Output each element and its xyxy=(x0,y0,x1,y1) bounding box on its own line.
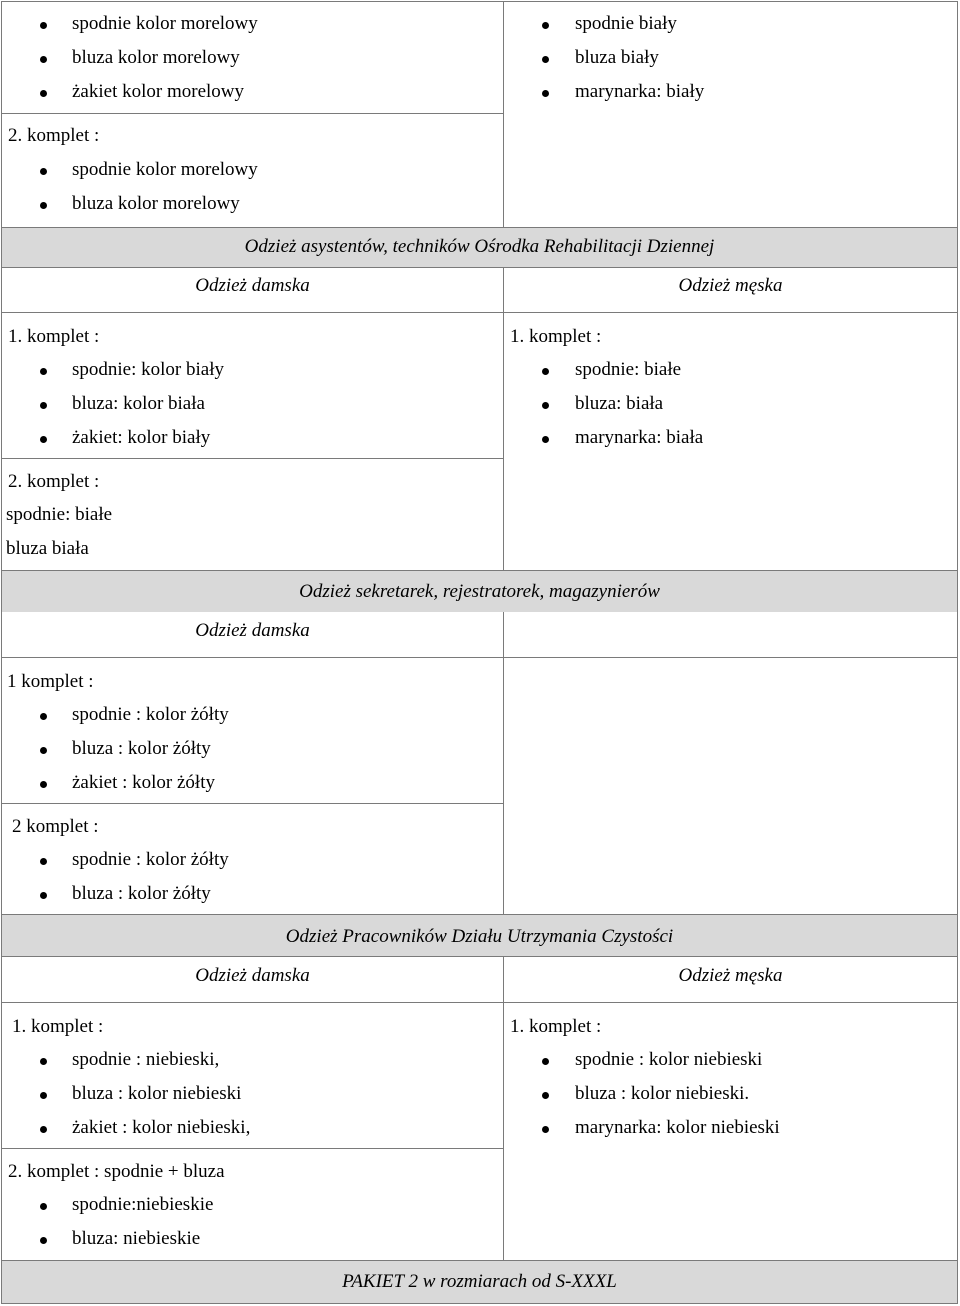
bullet-icon xyxy=(542,1126,549,1133)
bullet-icon xyxy=(40,747,47,754)
section-title: Odzież sekretarek, rejestratorek, magazynierów xyxy=(299,581,660,602)
bullet-icon xyxy=(40,713,47,720)
list-item: żakiet: kolor biały xyxy=(72,427,211,448)
bullet-icon xyxy=(40,781,47,788)
rule xyxy=(1,113,504,114)
divider xyxy=(503,956,504,1260)
bullet-icon xyxy=(40,1126,47,1133)
meska-label: Odzież męska xyxy=(678,275,783,296)
list-item: bluza kolor morelowy xyxy=(72,47,240,68)
list-item: spodnie : kolor żółty xyxy=(72,849,229,870)
bullet-icon xyxy=(40,858,47,865)
list-item: spodnie : kolor niebieski xyxy=(575,1049,763,1070)
bullet-icon xyxy=(40,1092,47,1099)
list-item: spodnie biały xyxy=(575,13,677,34)
rule xyxy=(1,803,504,804)
rule xyxy=(1,227,958,228)
list-item: spodnie : kolor żółty xyxy=(72,704,229,725)
list-item: bluza : kolor żółty xyxy=(72,738,211,759)
rule xyxy=(1,458,504,459)
bullet-icon xyxy=(40,892,47,899)
bullet-icon xyxy=(40,1203,47,1210)
bullet-icon xyxy=(542,22,549,29)
bullet-icon xyxy=(40,56,47,63)
footer-note: PAKIET 2 w rozmiarach od S-XXXL xyxy=(342,1271,617,1292)
rule xyxy=(1,914,958,915)
border-left xyxy=(1,1,2,1304)
bullet-icon xyxy=(542,56,549,63)
komplet-heading: 1. komplet : xyxy=(510,1016,602,1037)
bullet-icon xyxy=(542,368,549,375)
bullet-icon xyxy=(40,368,47,375)
section-title: Odzież asystentów, techników Ośrodka Rehabilitacji Dziennej xyxy=(244,236,715,257)
rule xyxy=(1,956,958,957)
rule xyxy=(1,267,958,268)
bullet-icon xyxy=(542,402,549,409)
plain-line: bluza biała xyxy=(6,538,89,559)
list-item: spodnie : niebieski, xyxy=(72,1049,220,1070)
list-item: bluza : kolor niebieski xyxy=(72,1083,242,1104)
list-item: bluza: niebieskie xyxy=(72,1228,201,1249)
bullet-icon xyxy=(542,90,549,97)
divider xyxy=(503,267,504,570)
list-item: marynarka: kolor niebieski xyxy=(575,1117,780,1138)
rule xyxy=(1,312,958,313)
list-item: żakiet kolor morelowy xyxy=(72,81,245,102)
list-item: spodnie kolor morelowy xyxy=(72,159,258,180)
komplet-heading: 1 komplet : xyxy=(7,671,94,692)
komplet-heading: 1. komplet : xyxy=(12,1016,104,1037)
rule xyxy=(1,657,958,658)
damska-label: Odzież damska xyxy=(195,620,310,641)
divider xyxy=(503,1,504,227)
list-item: bluza : kolor niebieski. xyxy=(575,1083,750,1104)
plain-line: spodnie: białe xyxy=(6,504,113,525)
komplet-heading: 1. komplet : xyxy=(8,326,100,347)
bullet-icon xyxy=(40,1058,47,1065)
komplet-heading: 2. komplet : xyxy=(8,471,100,492)
meska-label: Odzież męska xyxy=(678,965,783,986)
bullet-icon xyxy=(40,22,47,29)
list-item: bluza : kolor żółty xyxy=(72,883,211,904)
list-item: spodnie: kolor biały xyxy=(72,359,224,380)
list-item: żakiet : kolor żółty xyxy=(72,772,215,793)
komplet-heading: 2. komplet : spodnie + bluza xyxy=(8,1161,225,1182)
divider xyxy=(503,612,504,914)
border-bottom xyxy=(1,1303,958,1304)
rule xyxy=(1,1260,958,1261)
komplet-heading: 1. komplet : xyxy=(510,326,602,347)
border-right xyxy=(957,1,958,1304)
list-item: żakiet : kolor niebieski, xyxy=(72,1117,251,1138)
bullet-icon xyxy=(542,1058,549,1065)
list-item: marynarka: biała xyxy=(575,427,704,448)
bullet-icon xyxy=(40,1237,47,1244)
damska-label: Odzież damska xyxy=(195,275,310,296)
list-item: bluza biały xyxy=(575,47,659,68)
bullet-icon xyxy=(542,436,549,443)
komplet-heading: 2 komplet : xyxy=(12,816,99,837)
bullet-icon xyxy=(40,168,47,175)
damska-label: Odzież damska xyxy=(195,965,310,986)
bullet-icon xyxy=(40,202,47,209)
list-item: spodnie: białe xyxy=(575,359,682,380)
rule xyxy=(1,1002,958,1003)
bullet-icon xyxy=(40,402,47,409)
bullet-icon xyxy=(40,90,47,97)
list-item: marynarka: biały xyxy=(575,81,705,102)
rule xyxy=(1,570,958,571)
komplet-heading: 2. komplet : xyxy=(8,125,100,146)
list-item: bluza: biała xyxy=(575,393,664,414)
list-item: spodnie kolor morelowy xyxy=(72,13,258,34)
list-item: spodnie:niebieskie xyxy=(72,1194,214,1215)
bullet-icon xyxy=(542,1092,549,1099)
border-top xyxy=(1,1,958,2)
list-item: bluza kolor morelowy xyxy=(72,193,240,214)
bullet-icon xyxy=(40,436,47,443)
list-item: bluza: kolor biała xyxy=(72,393,205,414)
section-title: Odzież Pracowników Działu Utrzymania Czystości xyxy=(285,926,674,947)
rule xyxy=(1,1148,504,1149)
